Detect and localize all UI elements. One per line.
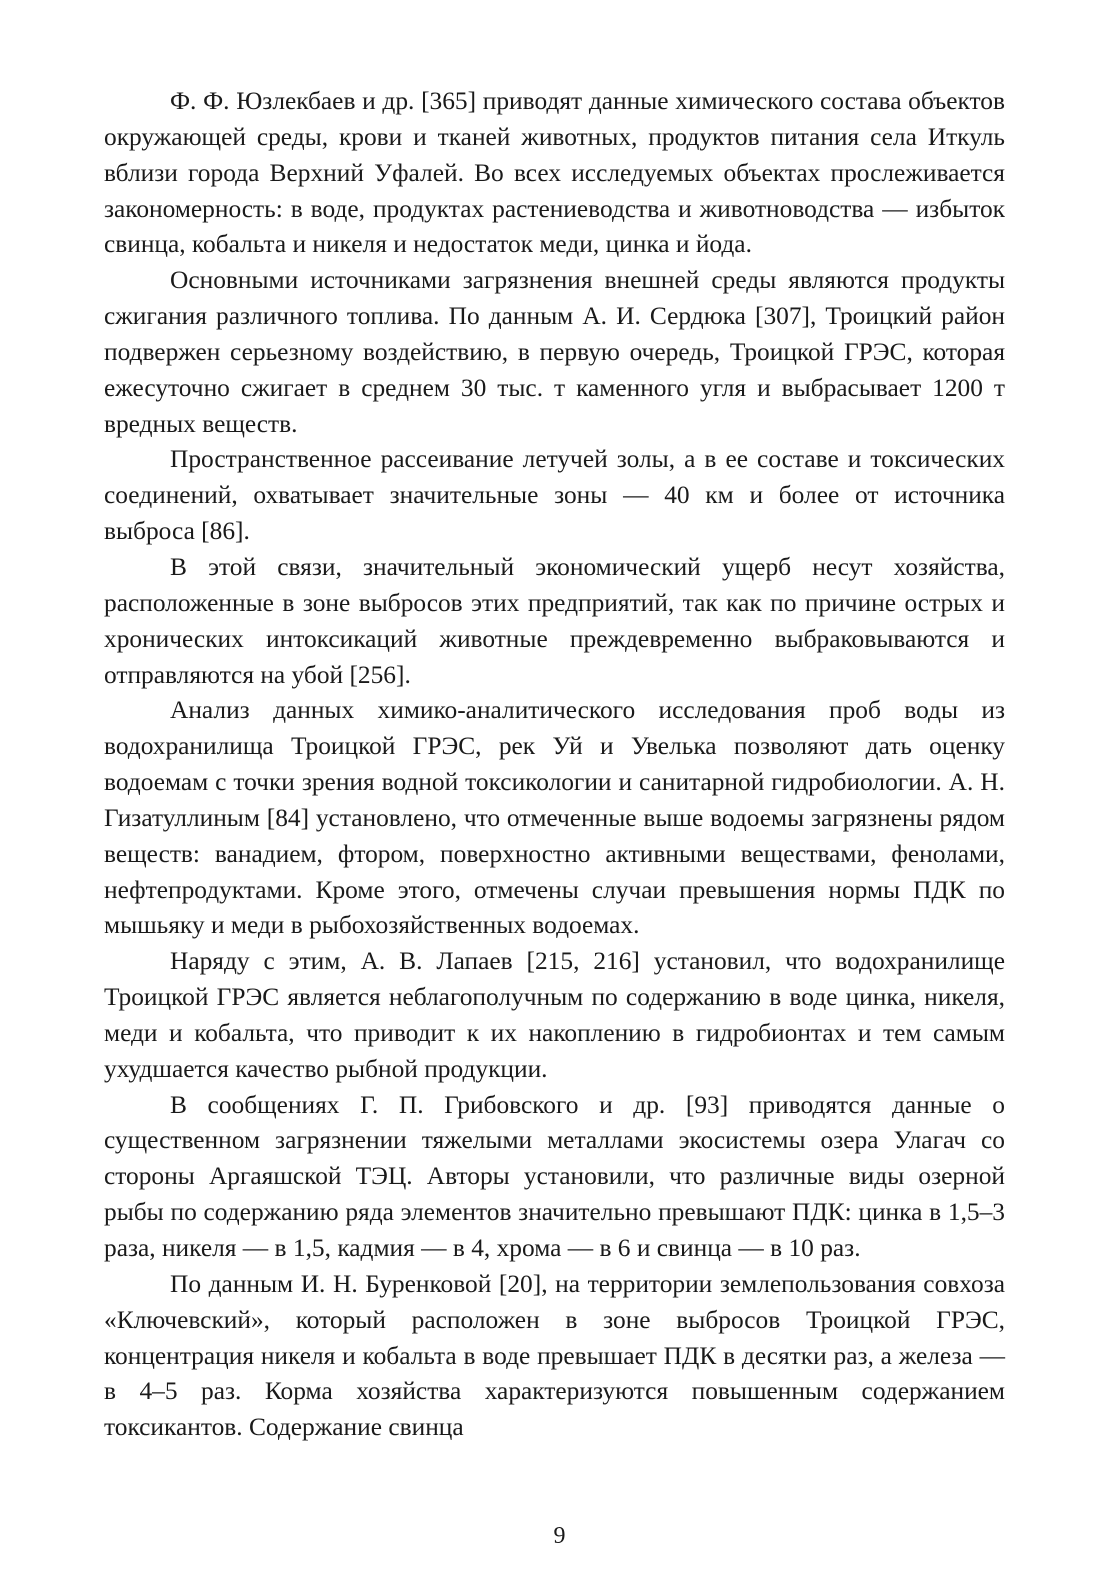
paragraph-8: По данным И. Н. Буренковой [20], на территории землепользования совхоза «Ключевский», который расположен в зоне выбросов Троицкой ГРЭС, концентрация никеля и кобальта в воде превышает ПДК в десятки раз, а железа — в 4–5 раз. Корма хозяйства характеризуются повышенным содержанием токсикантов. Содержание свинца [104, 1269, 1005, 1442]
body-text [104, 84, 1005, 1446]
paragraph-1: Ф. Ф. Юзлекбаев и др. [365] приводят данные химического состава объектов окружающей среды, крови и тканей животных, продуктов питания села Иткуль вблизи города Верхний Уфалей. Во всех исследуемых объектах прослеживается закономерность: в воде, продуктах растениеводства и животноводства — избыток свинца, кобальта и никеля и недостаток меди, цинка и йода. [104, 87, 1005, 259]
paragraph-3: Пространственное рассеивание летучей золы, а в ее составе и токсических соединений, охватывает значительные зоны — 40 км и более от источника выброса [86]. [104, 445, 1005, 546]
paragraph-6: Наряду с этим, А. В. Лапаев [215, 216] установил, что водохранилище Троицкой ГРЭС является неблагополучным по содержанию в воде цинка, никеля, меди и кобальта, что приводит к их накоплению в гидробионтах и тем самым ухудшается качество рыбной продукции. [104, 947, 1005, 1083]
paragraph-2: Основными источниками загрязнения внешней среды являются продукты сжигания различного топлива. По данным А. И. Сердюка [307], Троицкий район подвержен серьезному воздействию, в первую очередь, Троицкой ГРЭС, которая ежесуточно сжигает в среднем 30 тыс. т каменного угля и выбрасывает 1200 т вредных веществ. [104, 266, 1005, 438]
paragraph-4: В этой связи, значительный экономический ущерб несут хозяйства, расположенные в зоне выбросов этих предприятий, так как по причине острых и хронических интоксикаций животные преждевременно выбраковываются и отправляются на убой [256]. [104, 552, 1005, 689]
paragraph-5: Анализ данных химико-аналитического исследования проб воды из водохранилища Троицкой ГРЭС, рек Уй и Увелька позволяют дать оценку водоемам с точки зрения водной токсикологии и санитарной гидробиологии. А. Н. Гизатуллиным [84] установлено, что отмеченные выше водоемы загрязнены рядом веществ: ванадием, фтором, поверхностно активными веществами, фенолами, нефтепродуктами. Кроме этого, отмечены случаи превышения нормы ПДК по мышьяку и меди в рыбохозяйственных водоемах. [104, 696, 1005, 940]
paragraph-7: В сообщениях Г. П. Грибовского и др. [93] приводятся данные о существенном загрязнении тяжелыми металлами экосистемы озера Улагач со стороны Аргаяшской ТЭЦ. Авторы установили, что различные виды озерной рыбы по содержанию ряда элементов значительно превышают ПДК: цинка в 1,5–3 раза, никеля — в 1,5, кадмия — в 4, хрома — в 6 и свинца — в 10 раз. [104, 1090, 1005, 1262]
page-number: 9 [553, 1523, 566, 1549]
